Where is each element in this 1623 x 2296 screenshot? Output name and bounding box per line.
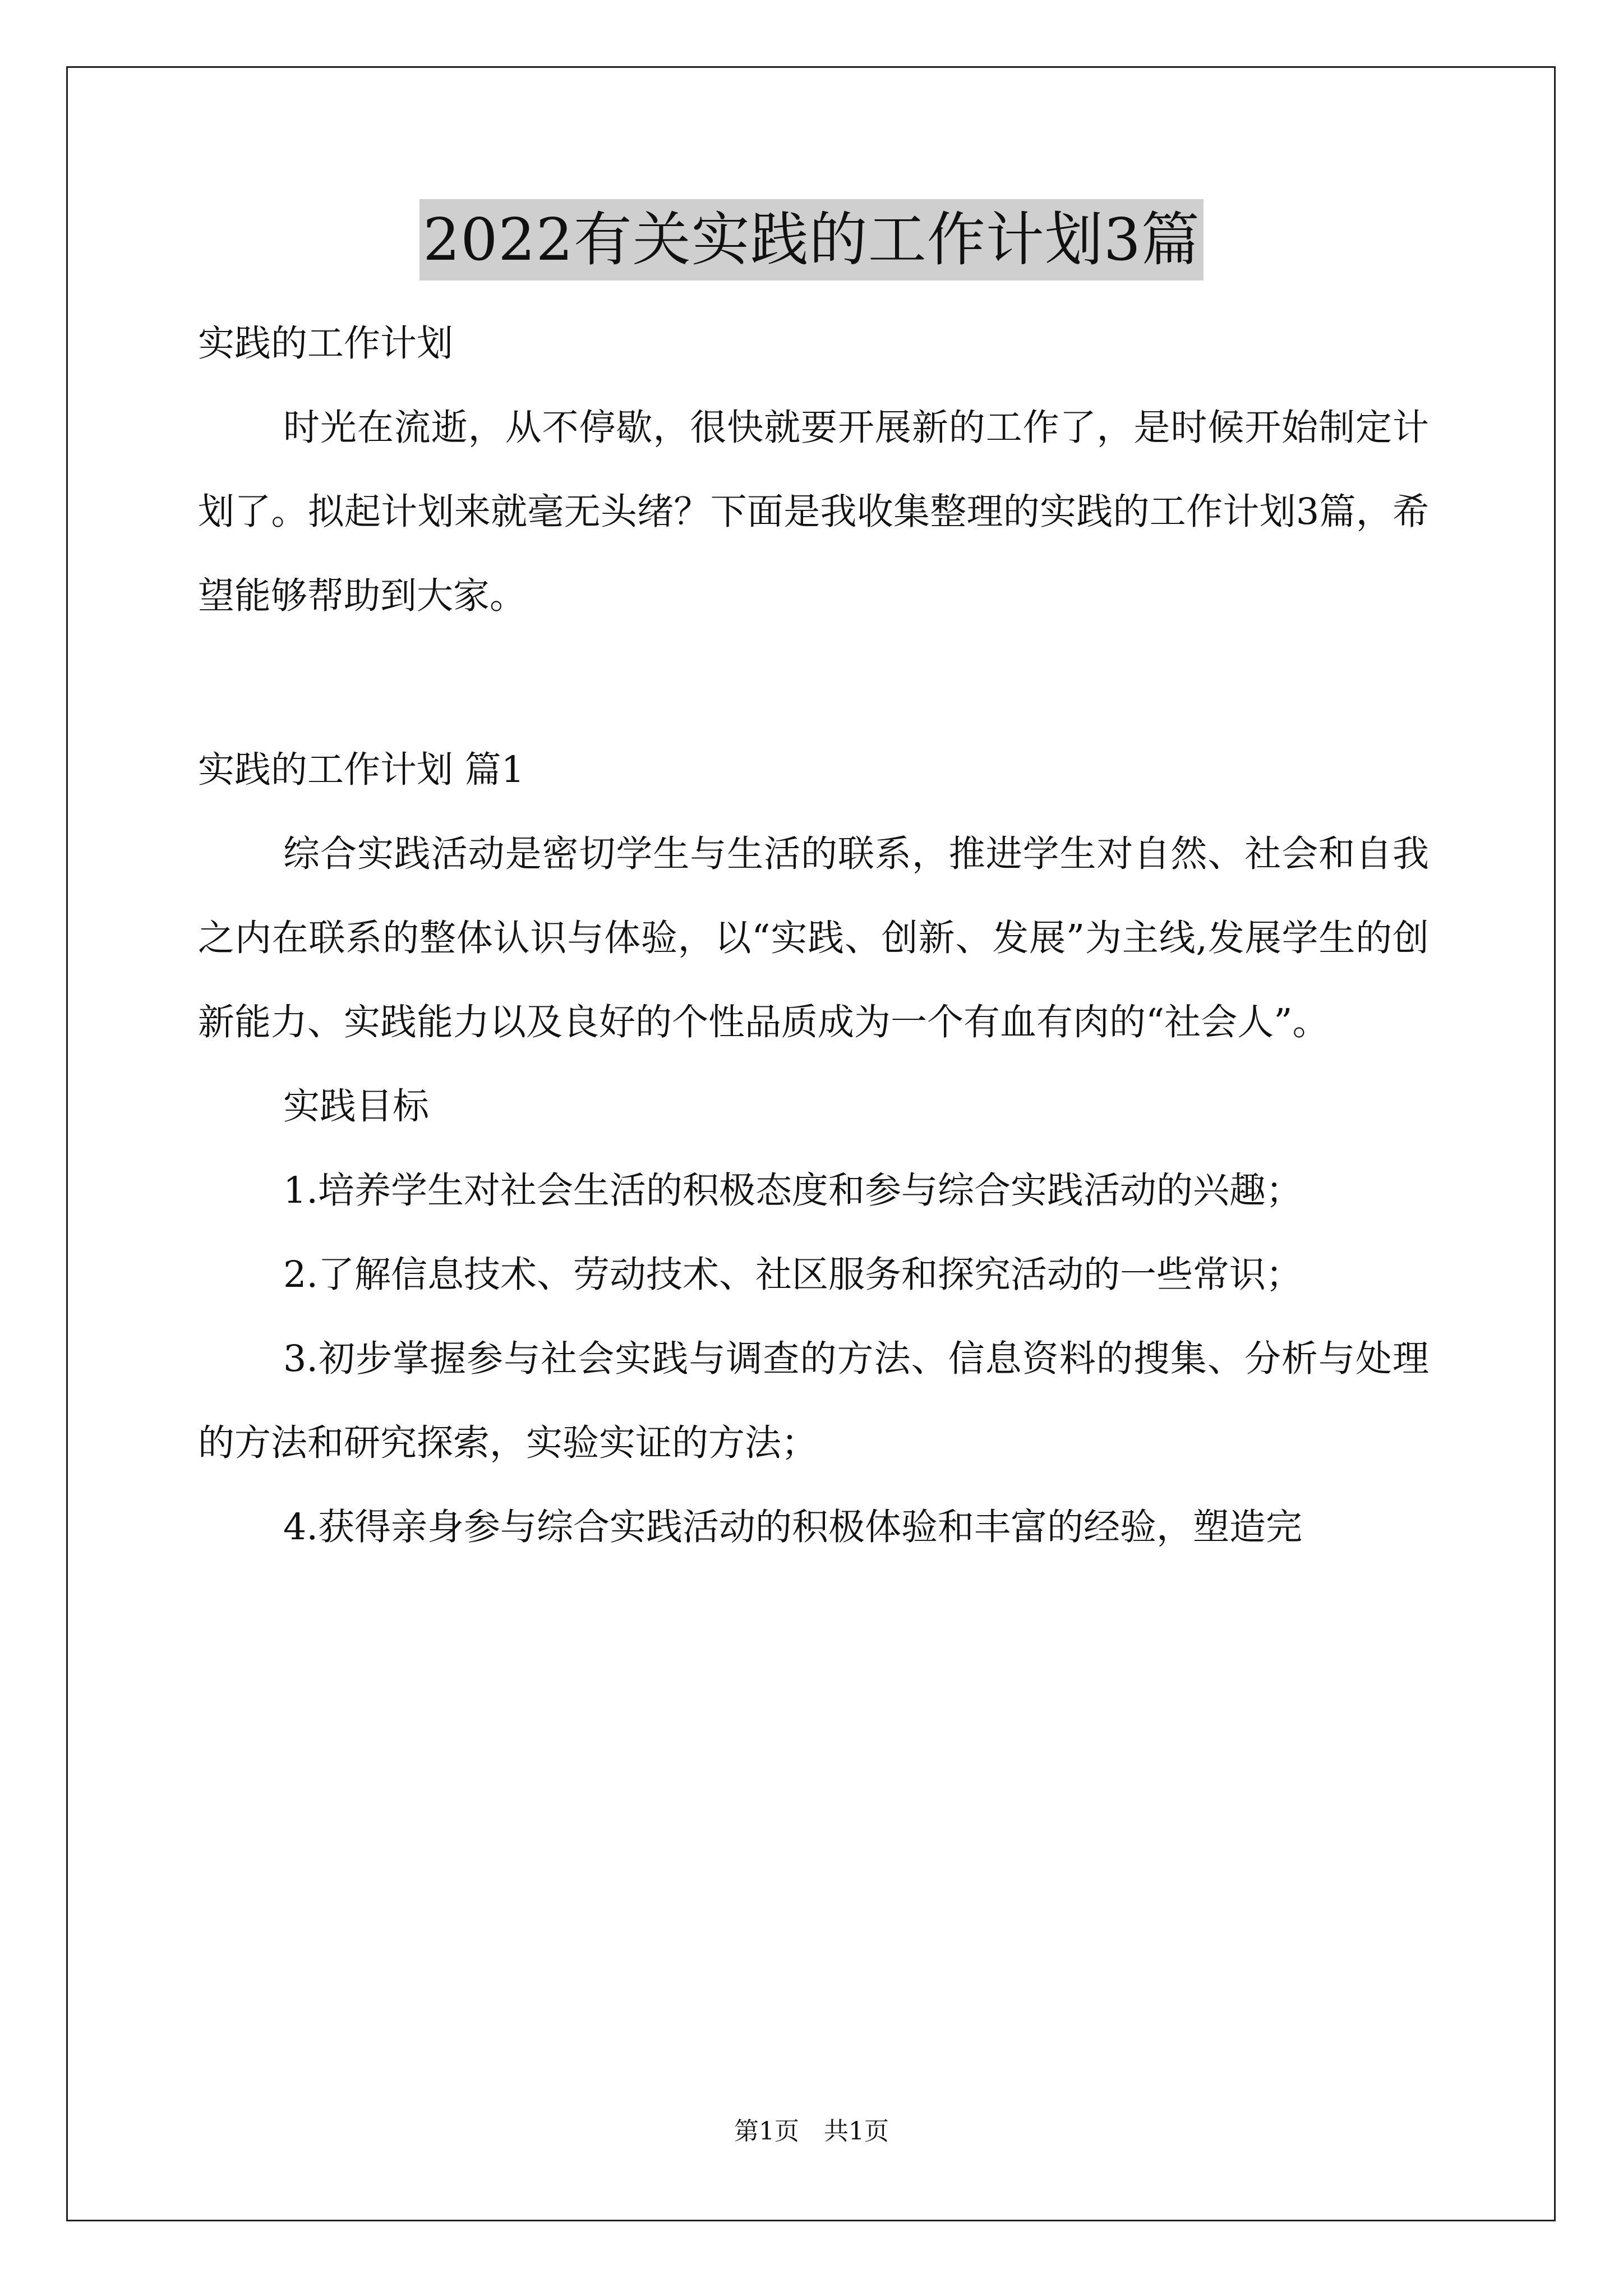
goal-item-3: 3.初步掌握参与社会实践与调查的方法、信息资料的搜集、分析与处理的方法和研究探索，实验实证的方法；: [198, 1338, 1429, 1464]
goals-heading: 实践目标: [283, 1085, 430, 1128]
section-paragraph: 综合实践活动是密切学生与生活的联系，推进学生对自然、社会和自我之内在联系的整体认识与体验，以“实践、创新、发展”为主线,发展学生的创新能力、实践能力以及良好的个性品质成为一个有血有肉的“社会人”。: [198, 833, 1429, 1043]
section-spacer: [198, 638, 1429, 728]
document-title: 2022有关实践的工作计划3篇: [419, 199, 1204, 280]
intro-heading: 实践的工作计划: [198, 323, 454, 365]
document-body: [198, 302, 1429, 1570]
goal-item-4: 4.获得亲身参与综合实践活动的积极体验和丰富的经验，塑造完: [283, 1506, 1303, 1548]
intro-paragraph: 时光在流逝，从不停歇，很快就要开展新的工作了，是时候开始制定计划了。拟起计划来就毫无头绪？下面是我收集整理的实践的工作计划3篇，希望能够帮助到大家。: [198, 407, 1429, 617]
page-footer: 第1页 共1页: [734, 2117, 889, 2146]
title-container: [0, 199, 1623, 280]
goal-item-1: 1.培养学生对社会生活的积极态度和参与综合实践活动的兴趣；: [283, 1170, 1303, 1212]
goal-item-2: 2.了解信息技术、劳动技术、社区服务和探究活动的一些常识；: [283, 1254, 1303, 1296]
section-heading: 实践的工作计划 篇1: [198, 749, 525, 791]
